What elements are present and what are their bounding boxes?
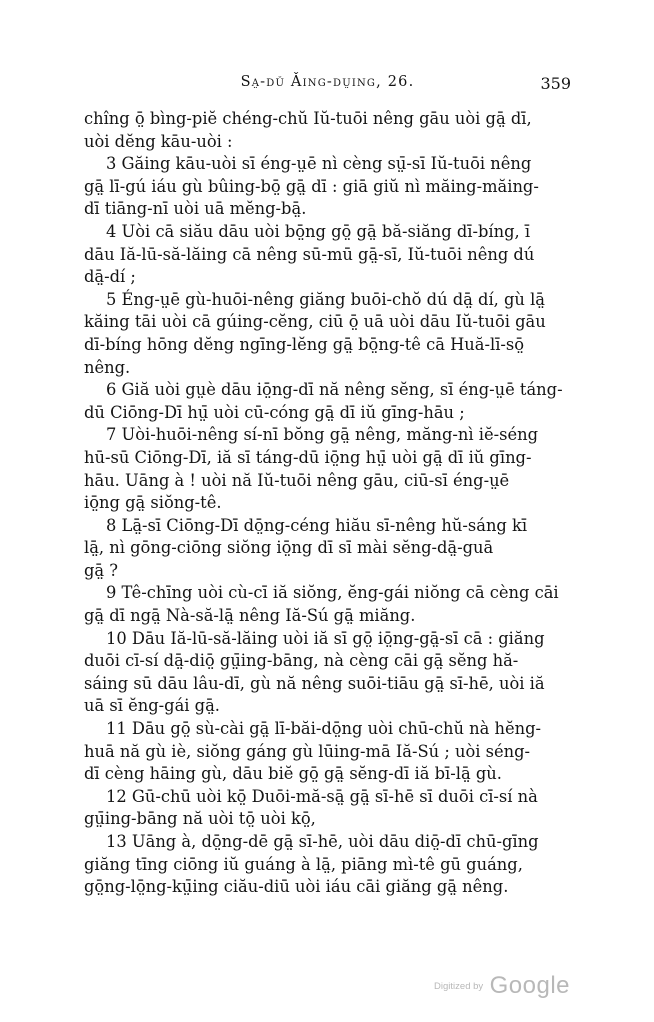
text-line: dī-bíng hōng dĕng ngīng-lĕng gā̤ bō̤ng-tê cā Huă-lī-sō̤ <box>84 334 525 354</box>
verse-paragraph <box>84 718 571 786</box>
verse-paragraph <box>84 153 571 221</box>
text-line: hāu. Uāng à ! uòi nă Iŭ-tuōi nêng gāu, ciū-sī éng-ṳē <box>84 470 510 490</box>
text-line: dū Ciōng-Dī hṳ̄ uòi cū-cóng gā̤ dī iŭ gīng-hāu ; <box>84 402 465 422</box>
text-line: gā̤ dī ngā̤ Nà-să-lā̤ nêng Iă-Sú gā̤ miăng. <box>84 606 416 626</box>
text-line: 5 Éng-ṳē gù-huōi-nêng giăng buōi-chŏ dú dā̤ dí, gù lā̤ <box>106 289 546 309</box>
text-line: 10 Dāu Iă-lū-să-lăing uòi iă sī gō̤ iō̤ng-gā̤-sī cā : giăng <box>106 628 545 648</box>
digitized-watermark <box>434 972 570 1000</box>
chapter-title: Sa̤-dǔ Ǎing-dṳing, 26. <box>240 74 415 90</box>
text-line: 7 Uòi-huōi-nêng sí-nī bŏng gā̤ nêng, măng-nì iĕ-séng <box>106 425 539 445</box>
text-line: dā̤-dí ; <box>84 267 136 287</box>
text-line: sáing sū dāu lâu-dī, gù nă nêng suōi-tiāu gā̤ sī-hē, uòi iă <box>84 673 545 693</box>
text-line: dī tiāng-nī uòi uā mĕng-bā̤. <box>84 199 307 219</box>
text-line: kăing tāi uòi cā gúing-cĕng, ciū ō̤ uā uòi dāu Iŭ-tuōi gāu <box>84 312 546 332</box>
text-line: 13 Uāng à, dō̤ng-dē gā̤ sī-hē, uòi dāu diō̤-dī chū-gīng <box>106 832 539 851</box>
text-line: 4 Uòi cā siău dāu uòi bō̤ng gō̤ gā̤ bă-siăng dī-bíng, ī <box>106 221 531 241</box>
verse-paragraph <box>84 582 571 627</box>
text-line: dāu Iă-lū-să-lăing cā nêng sū-mū gā̤-sī, Iŭ-tuōi nêng dú <box>84 244 535 264</box>
page-number: 359 <box>540 74 571 93</box>
text-line: huā nă gù iè, siŏng gáng gù lūing-mā Iă-Sú ; uòi séng- <box>84 741 531 761</box>
verse-paragraph <box>84 515 571 583</box>
text-line: 6 Giă uòi gṳè dāu iō̤ng-dī nă nêng sĕng, sī éng-ṳē táng- <box>106 380 563 400</box>
text-line: nêng. <box>84 357 131 377</box>
text-line: chîng ō̤ bìng-piĕ chéng-chŭ Iŭ-tuōi nêng gāu uòi gā̤ dī, <box>84 109 532 128</box>
running-header <box>84 74 571 98</box>
verse-paragraph <box>84 831 571 899</box>
text-line: 9 Tê-chīng uòi cù-cī iă siŏng, ĕng-gái niŏng cā cèng cāi <box>106 583 559 603</box>
text-line: gā̤ ? <box>84 560 119 580</box>
verse-paragraph <box>84 424 571 514</box>
watermark-small-text: Digitized by <box>434 980 484 992</box>
verse-paragraph <box>84 628 571 718</box>
verse-paragraph <box>84 289 571 379</box>
text-line: uòi dĕng kāu-uòi : <box>84 131 233 151</box>
verse-paragraph <box>84 786 571 831</box>
text-line: dī cèng hāing gù, dāu biĕ gō̤ gā̤ sĕng-dī iă bī-lā̤ gù. <box>84 764 502 784</box>
text-line: 11 Dāu gō̤ sù-cài gā̤ lī-băi-dō̤ng uòi chū-chŭ nà hĕng- <box>106 719 542 739</box>
text-line: lā̤, nì gōng-ciōng siŏng iō̤ng dī sī mài sĕng-dā̤-guā <box>84 538 494 558</box>
continuation-paragraph <box>84 108 571 153</box>
text-line: 3 Găing kāu-uòi sī éng-ṳē nì cèng sṳ̄-sī Iŭ-tuōi nêng <box>106 154 532 174</box>
text-line: gō̤ng-lō̤ng-kṳ̄ing ciău-diū uòi iáu cāi giăng gā̤ nêng. <box>84 877 509 897</box>
verse-paragraph <box>84 221 571 289</box>
text-line: 12 Gū-chū uòi kō̤ Duōi-mă-sā̤ gā̤ sī-hē sī duōi cī-sí nà <box>106 786 538 806</box>
text-line: hū-sū Ciōng-Dī, iă sī táng-dū iō̤ng hṳ̄ uòi gā̤ dī iŭ gīng- <box>84 447 532 467</box>
text-line: 8 Lā̤-sī Ciōng-Dī dō̤ng-céng hiău sī-nêng hŭ-sáng kī <box>106 515 528 535</box>
text-line: gṳ̄ing-bāng nă uòi tō̤ uòi kō̤, <box>84 809 316 829</box>
text-line: iō̤ng gā̤ siŏng-tê. <box>84 493 222 513</box>
verse-paragraph <box>84 379 571 424</box>
text-line: giăng tīng ciōng iŭ guáng à lā̤, piāng mì-tê gū guáng, <box>84 854 523 874</box>
text-line: gā̤ lī-gú iáu gù bûing-bō̤ gā̤ dī : giā giŭ nì măing-măing- <box>84 176 539 196</box>
text-line: uā sī ĕng-gái gā̤. <box>84 696 220 716</box>
text-line: duōi cī-sí dā̤-diō̤ gṳ̄ing-bāng, nà cèng cāi gā̤ sĕng hă- <box>84 651 519 671</box>
body-text <box>84 108 571 899</box>
google-logo: Google <box>489 972 570 999</box>
verse-list <box>84 153 571 899</box>
